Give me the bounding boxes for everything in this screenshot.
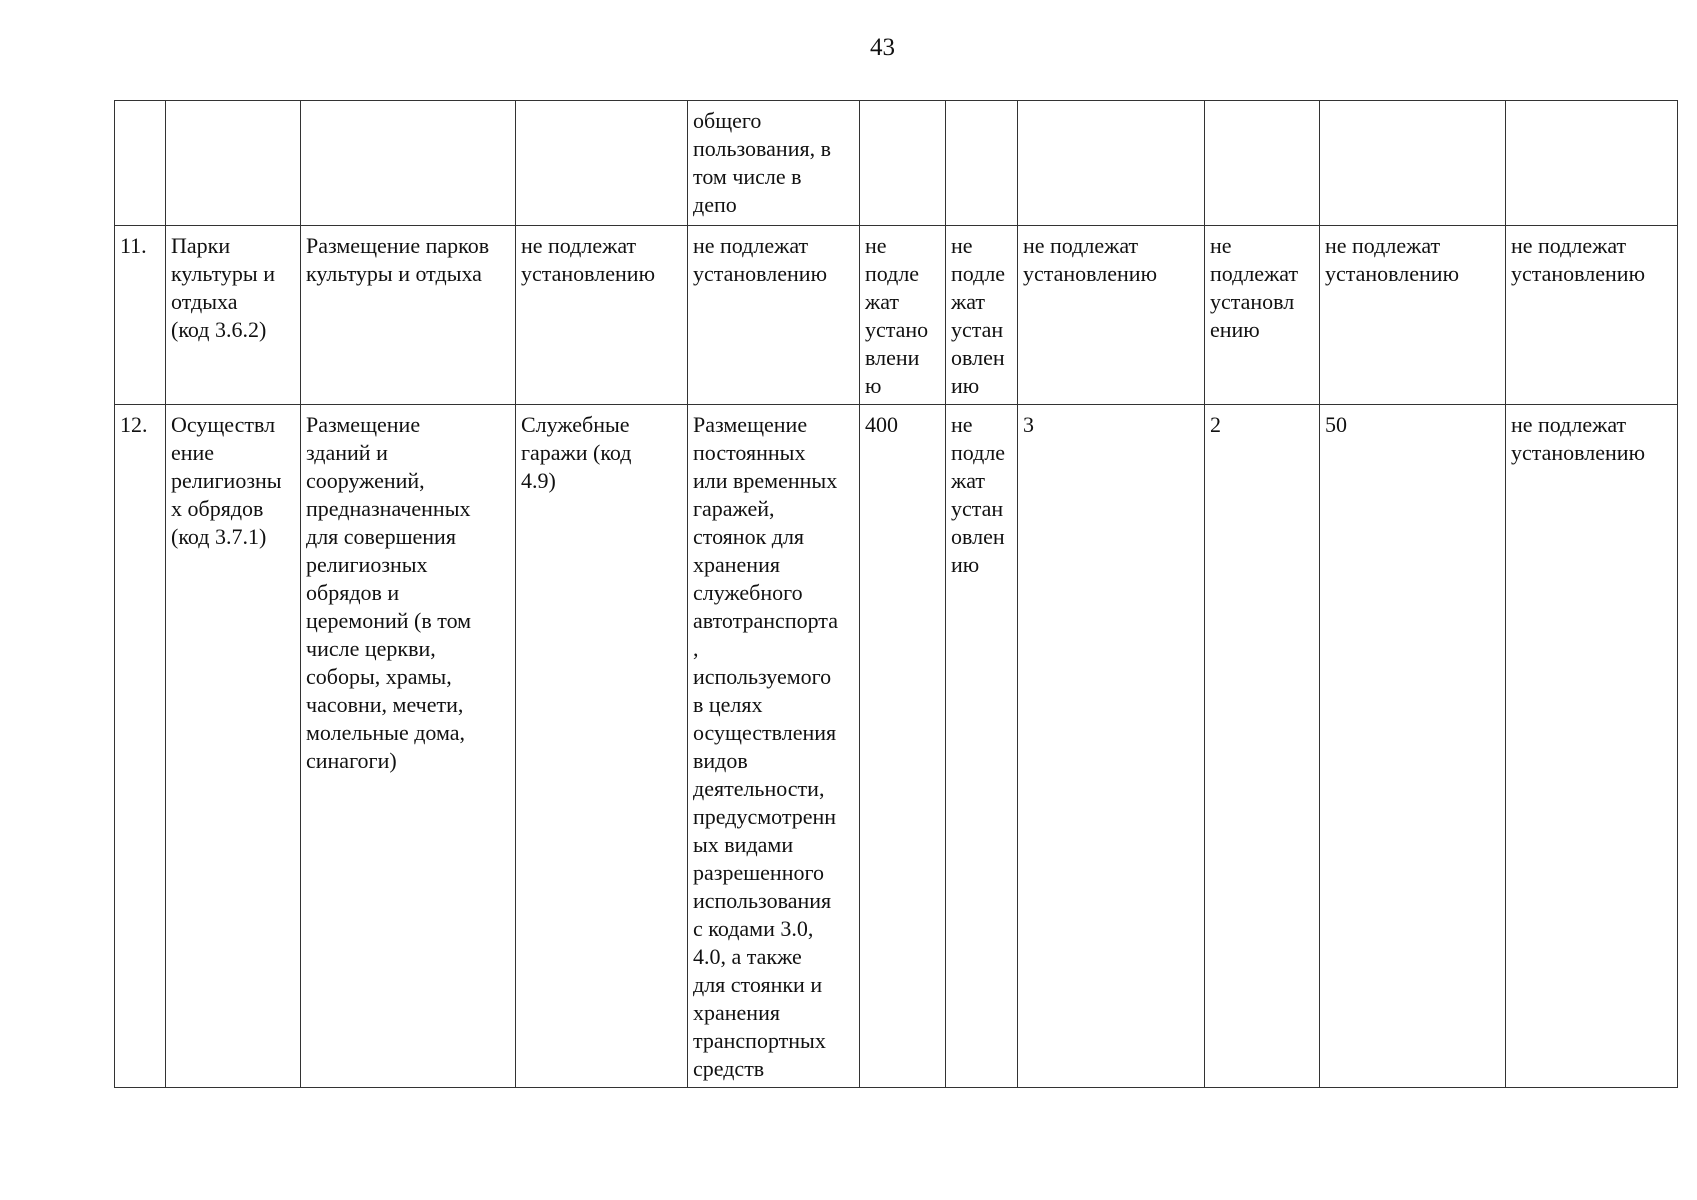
cell-use-description: [301, 101, 516, 226]
cell-param-11: не подлежат установлению: [1506, 405, 1678, 1088]
cell-param-7: [946, 101, 1018, 226]
cell-param-7: не подле жат устан овлен ию: [946, 226, 1018, 405]
table-row-12: [115, 405, 1678, 1088]
page-number: 43: [870, 34, 895, 61]
cell-param-10: 50: [1320, 405, 1506, 1088]
cell-number: 12.: [115, 405, 166, 1088]
cell-param-8: [1018, 101, 1205, 226]
cell-param-9: не подлежат установл ению: [1205, 226, 1320, 405]
cell-use-description: Размещение зданий и сооружений, предназначенных для совершения религиозных обрядов и церемоний (в том числе церкви, соборы, храмы, часовни, мечети, молельные дома, синагоги): [301, 405, 516, 1088]
cell-aux-use-name: Служебные гаражи (код 4.9): [516, 405, 688, 1088]
cell-use-description: Размещение парков культуры и отдыха: [301, 226, 516, 405]
cell-number: 11.: [115, 226, 166, 405]
cell-use-name: Осуществл ение религиозны х обрядов (код 3.7.1): [166, 405, 301, 1088]
table-row-11: [115, 226, 1678, 405]
cell-use-name: Парки культуры и отдыха (код 3.6.2): [166, 226, 301, 405]
cell-aux-use-name: не подлежат установлению: [516, 226, 688, 405]
cell-param-6: [860, 101, 946, 226]
cell-param-11: не подлежат установлению: [1506, 226, 1678, 405]
cell-param-10: не подлежат установлению: [1320, 226, 1506, 405]
cell-param-9: 2: [1205, 405, 1320, 1088]
cell-param-11: [1506, 101, 1678, 226]
cell-aux-use-description: общего пользования, в том числе в депо: [688, 101, 860, 226]
cell-param-9: [1205, 101, 1320, 226]
cell-param-10: [1320, 101, 1506, 226]
zoning-regulations-table: [114, 100, 1678, 1088]
cell-param-8: 3: [1018, 405, 1205, 1088]
cell-param-6: 400: [860, 405, 946, 1088]
cell-number: [115, 101, 166, 226]
cell-use-name: [166, 101, 301, 226]
cell-param-6: не подле жат устано влени ю: [860, 226, 946, 405]
cell-aux-use-description: не подлежат установлению: [688, 226, 860, 405]
cell-aux-use-name: [516, 101, 688, 226]
table-row-continuation: [115, 101, 1678, 226]
cell-param-7: не подле жат устан овлен ию: [946, 405, 1018, 1088]
cell-param-8: не подлежат установлению: [1018, 226, 1205, 405]
cell-aux-use-description: Размещение постоянных или временных гаражей, стоянок для хранения служебного автотранспорта , используемого в целях осуществления видов деятельности, предусмотренн ых видами разрешенного использования с кодами 3.0, 4.0, а также для стоянки и хранения транспортных средств: [688, 405, 860, 1088]
